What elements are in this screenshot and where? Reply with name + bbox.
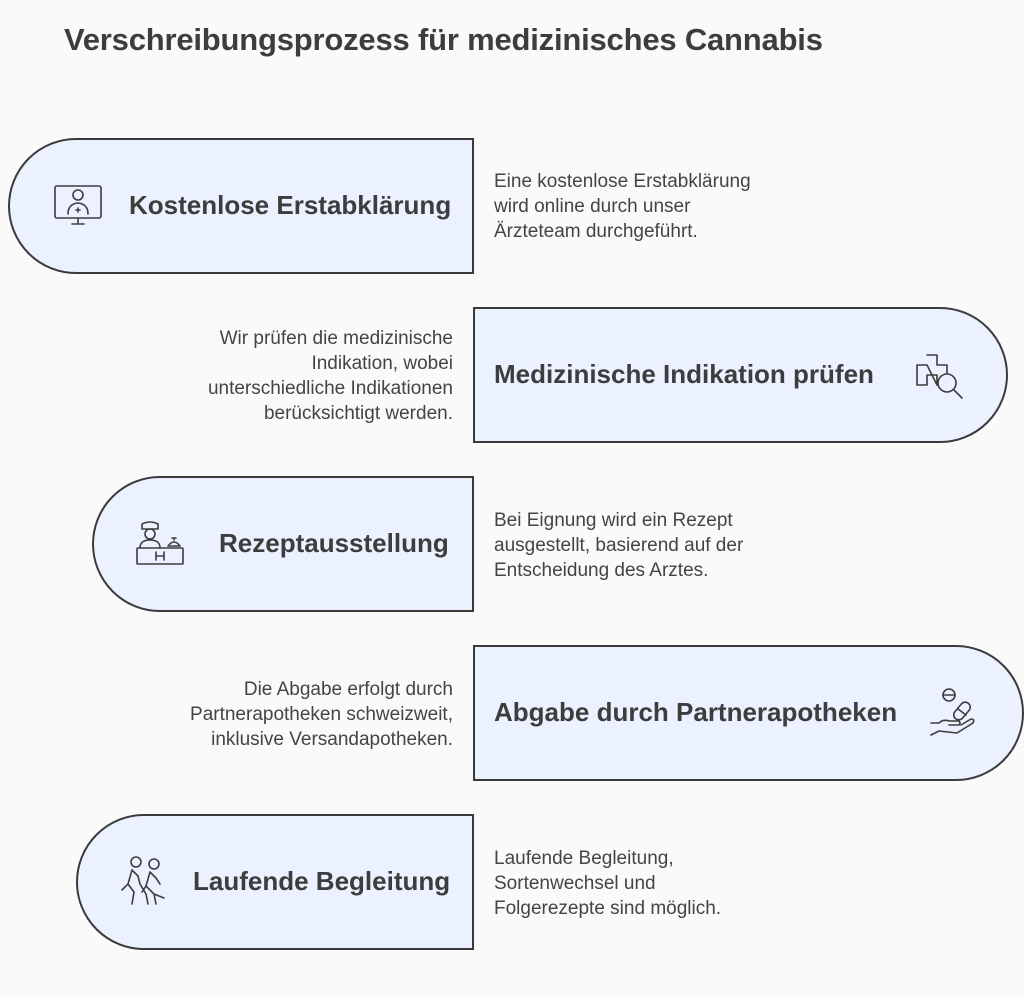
- step-1-description-line: Ärzteteam durchgeführt.: [494, 221, 698, 242]
- step-5-description-line: Folgerezepte sind möglich.: [494, 898, 722, 919]
- step-1-description-line: wird online durch unser: [494, 196, 691, 217]
- step-2-pill: [473, 307, 1008, 443]
- step-2-description-line: berücksichtigt werden.: [263, 403, 453, 424]
- step-3-pill: [92, 476, 474, 612]
- step-2-description-line: Wir prüfen die medizinische: [219, 328, 453, 349]
- step-2-description-line: unterschiedliche Indikationen: [207, 378, 453, 399]
- people-walking-together-icon: [116, 854, 172, 910]
- page-title: Verschreibungsprozess für medizinisches Cannabis: [64, 22, 823, 57]
- telemedicine-doctor-icon: [50, 178, 106, 234]
- step-1-label: Kostenlose Erstabklärung: [129, 190, 452, 220]
- step-5-label: Laufende Begleitung: [193, 866, 451, 896]
- step-3-label: Rezeptausstellung: [219, 528, 449, 558]
- step-1-pill: [8, 138, 474, 274]
- step-4-pill: [473, 645, 1024, 781]
- step-4-label: Abgabe durch Partnerapotheken: [494, 697, 898, 727]
- step-2-label: Medizinische Indikation prüfen: [494, 359, 874, 389]
- step-5-description-line: Laufende Begleitung,: [494, 848, 674, 869]
- step-5-description-line: Sortenwechsel und: [494, 873, 656, 894]
- step-5-pill: [76, 814, 474, 950]
- hand-with-pills-icon: [927, 685, 983, 741]
- step-4-description: [190, 677, 453, 752]
- medical-cross-search-icon: [911, 347, 967, 403]
- step-3-description-line: ausgestellt, basierend auf der: [494, 535, 744, 556]
- step-2-description-line: Indikation, wobei: [311, 353, 453, 374]
- step-4-description-line: Partnerapotheken schweizweit,: [190, 704, 453, 725]
- step-1-description: [494, 169, 751, 244]
- step-3-description: [494, 508, 743, 583]
- step-2-description: [208, 326, 453, 426]
- step-3-description-line: Bei Eignung wird ein Rezept: [494, 510, 733, 531]
- step-3-description-line: Entscheidung des Arztes.: [494, 560, 709, 581]
- step-4-description-line: Die Abgabe erfolgt durch: [243, 679, 453, 700]
- step-1-description-line: Eine kostenlose Erstabklärung: [494, 171, 751, 192]
- hospital-reception-icon: [132, 516, 188, 572]
- step-5-description: [494, 846, 721, 921]
- step-4-description-line: inklusive Versandapotheken.: [211, 729, 453, 750]
